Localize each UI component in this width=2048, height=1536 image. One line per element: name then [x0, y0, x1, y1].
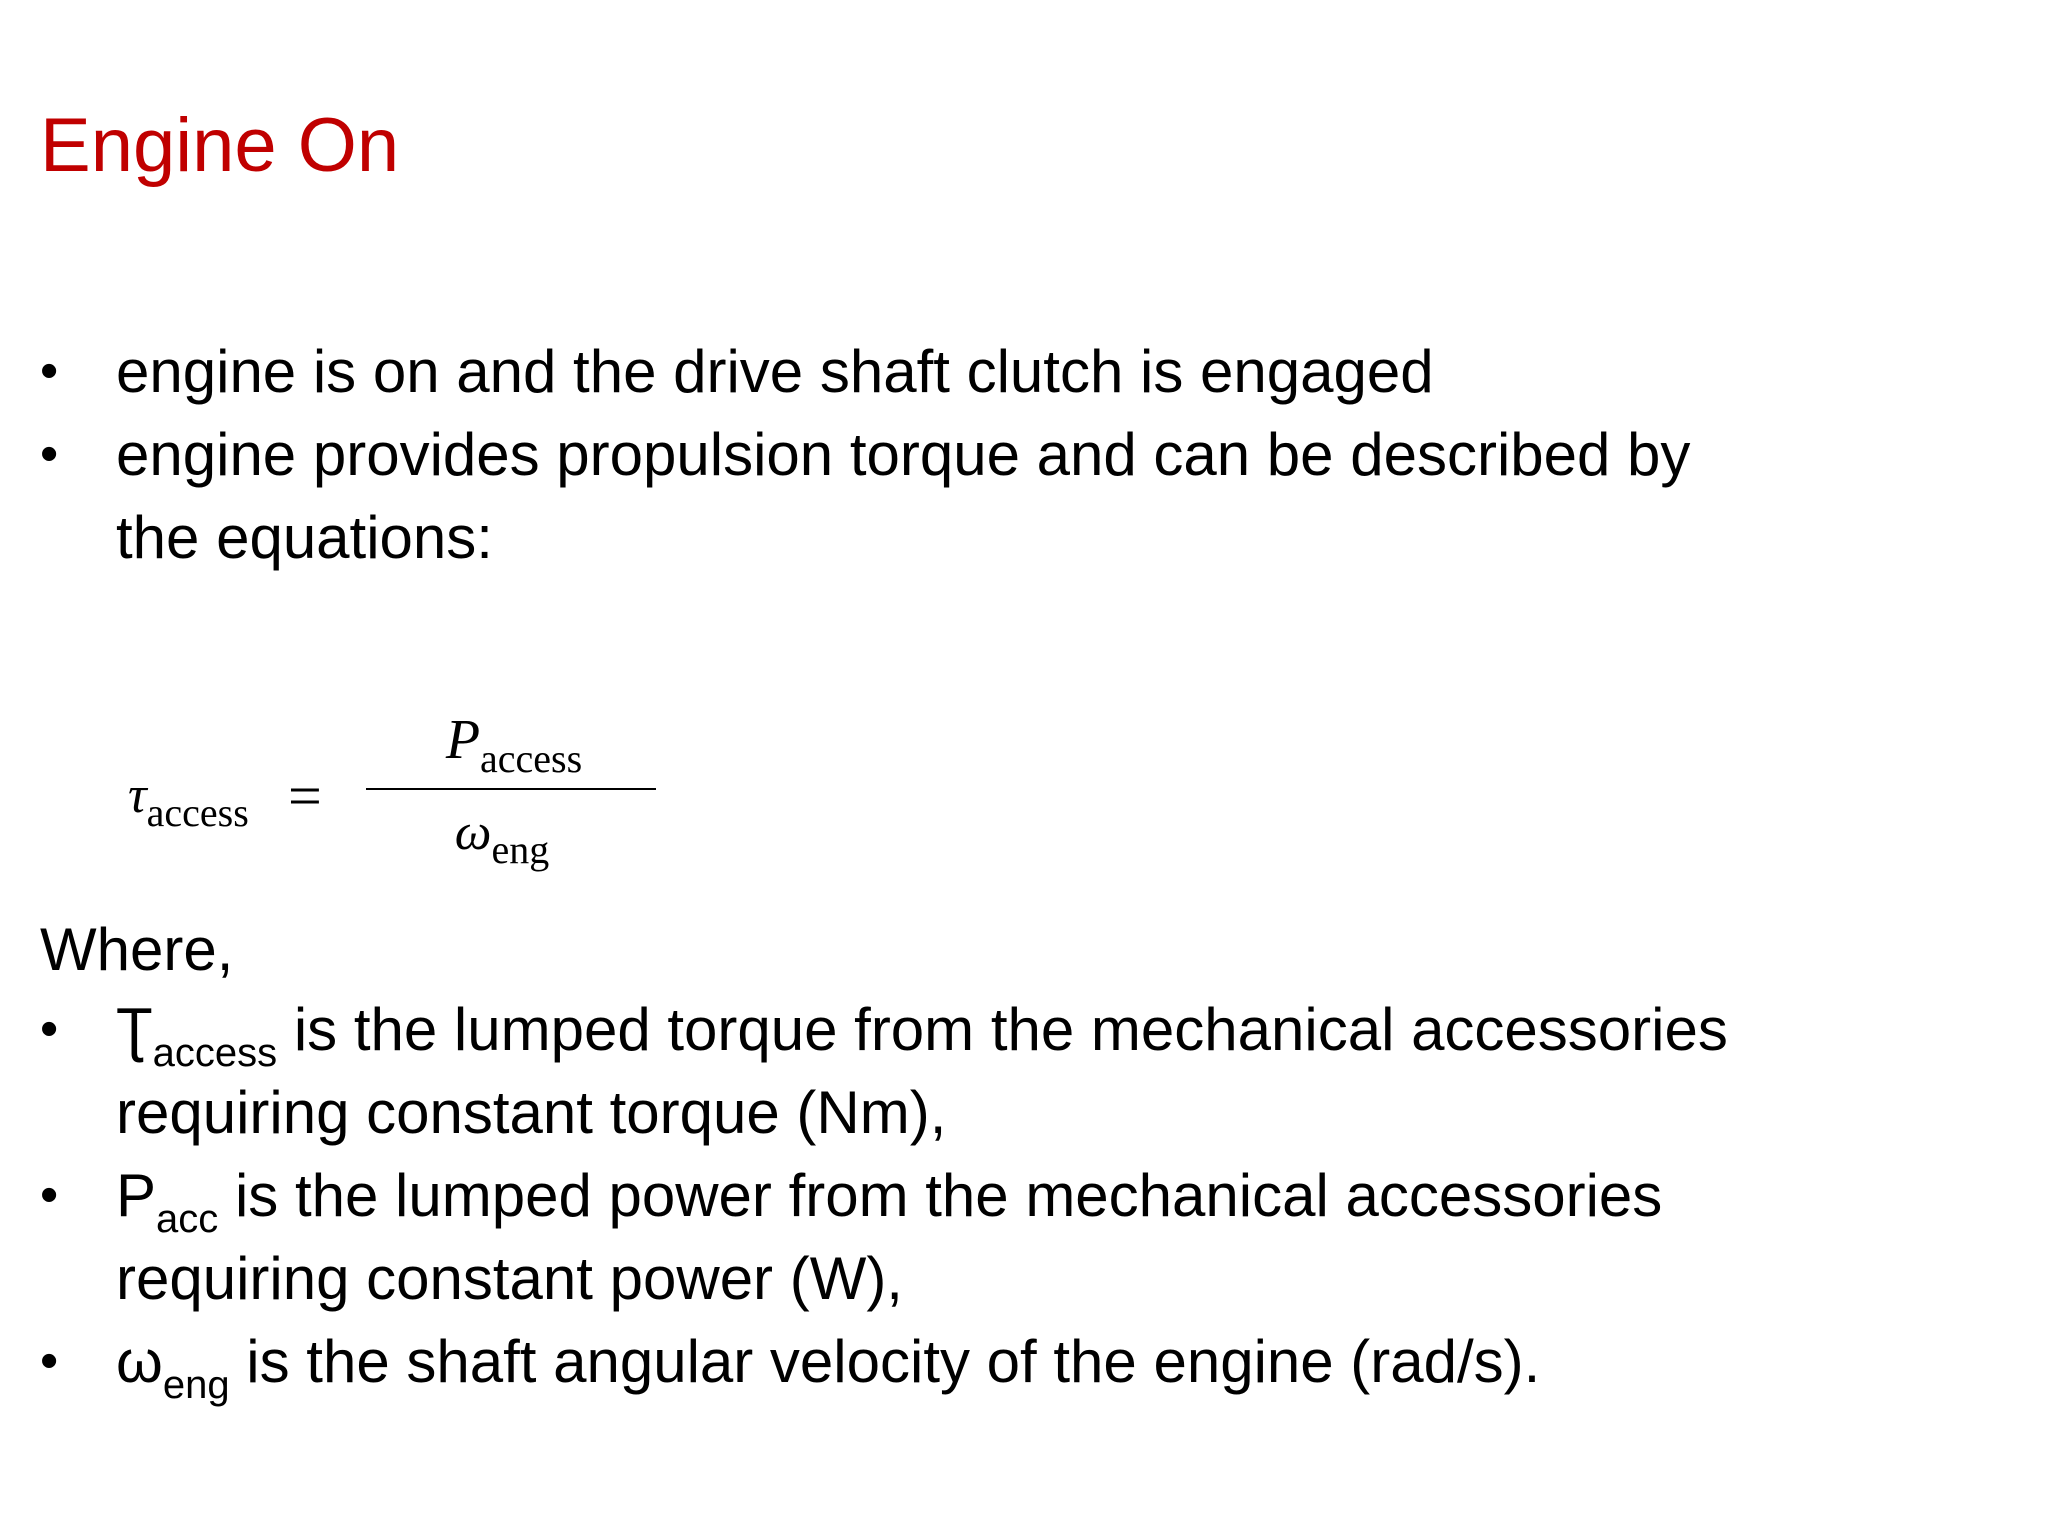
- bullet-dot: •: [40, 1166, 59, 1224]
- bullet-dot: •: [40, 1332, 59, 1390]
- definition-line: [116, 988, 1940, 1075]
- definition-continuation: requiring constant power (W),: [116, 1245, 903, 1312]
- intro-bullet: [40, 413, 1940, 579]
- equals-sign: =: [288, 763, 322, 829]
- equation-fraction: [366, 700, 656, 876]
- intro-bullet-list: [40, 330, 1940, 579]
- definition-item: [40, 1320, 1940, 1407]
- tau-subscript: access: [146, 790, 249, 835]
- slide-title: Engine On: [40, 103, 400, 188]
- bullet-dot: •: [40, 1000, 59, 1058]
- definition-subscript: acc: [156, 1197, 219, 1241]
- definition-item: [40, 1154, 1940, 1320]
- definition-list: [40, 988, 1940, 1407]
- omega-symbol: ω: [454, 804, 492, 861]
- definition-subscript: eng: [162, 1363, 230, 1407]
- definition-text: is the lumped power from the mechanical accessories: [218, 1162, 1663, 1229]
- equation-lhs: [128, 766, 249, 835]
- torque-equation: [128, 700, 583, 900]
- bullet-text: the equations:: [116, 504, 493, 571]
- definition-text: is the shaft angular velocity of the engine (rad/s).: [229, 1328, 1541, 1395]
- omega-subscript: eng: [491, 827, 550, 872]
- definition-item: [40, 988, 1940, 1154]
- definition-text: is the lumped torque from the mechanical accessories: [277, 996, 1728, 1063]
- tau-symbol: τ: [128, 767, 147, 824]
- fraction-denominator: [366, 790, 656, 876]
- definition-symbol: Ʈ: [116, 996, 153, 1063]
- power-subscript: access: [480, 736, 583, 781]
- bullet-dot: •: [40, 342, 59, 400]
- bullet-dot: •: [40, 425, 59, 483]
- fraction-numerator: [366, 700, 656, 780]
- definition-symbol: ω: [116, 1328, 163, 1395]
- definition-symbol: P: [116, 1162, 157, 1229]
- definition-continuation: requiring constant torque (Nm),: [116, 1079, 947, 1146]
- definition-subscript: access: [152, 1031, 278, 1075]
- bullet-text: engine is on and the drive shaft clutch is engaged: [116, 338, 1434, 405]
- power-symbol: P: [445, 709, 481, 771]
- definition-line: [116, 1154, 1940, 1241]
- bullet-text: engine provides propulsion torque and can be described by: [116, 421, 1691, 488]
- definition-line: [116, 1320, 1940, 1407]
- where-label: Where,: [40, 916, 234, 983]
- intro-bullet: [40, 330, 1940, 413]
